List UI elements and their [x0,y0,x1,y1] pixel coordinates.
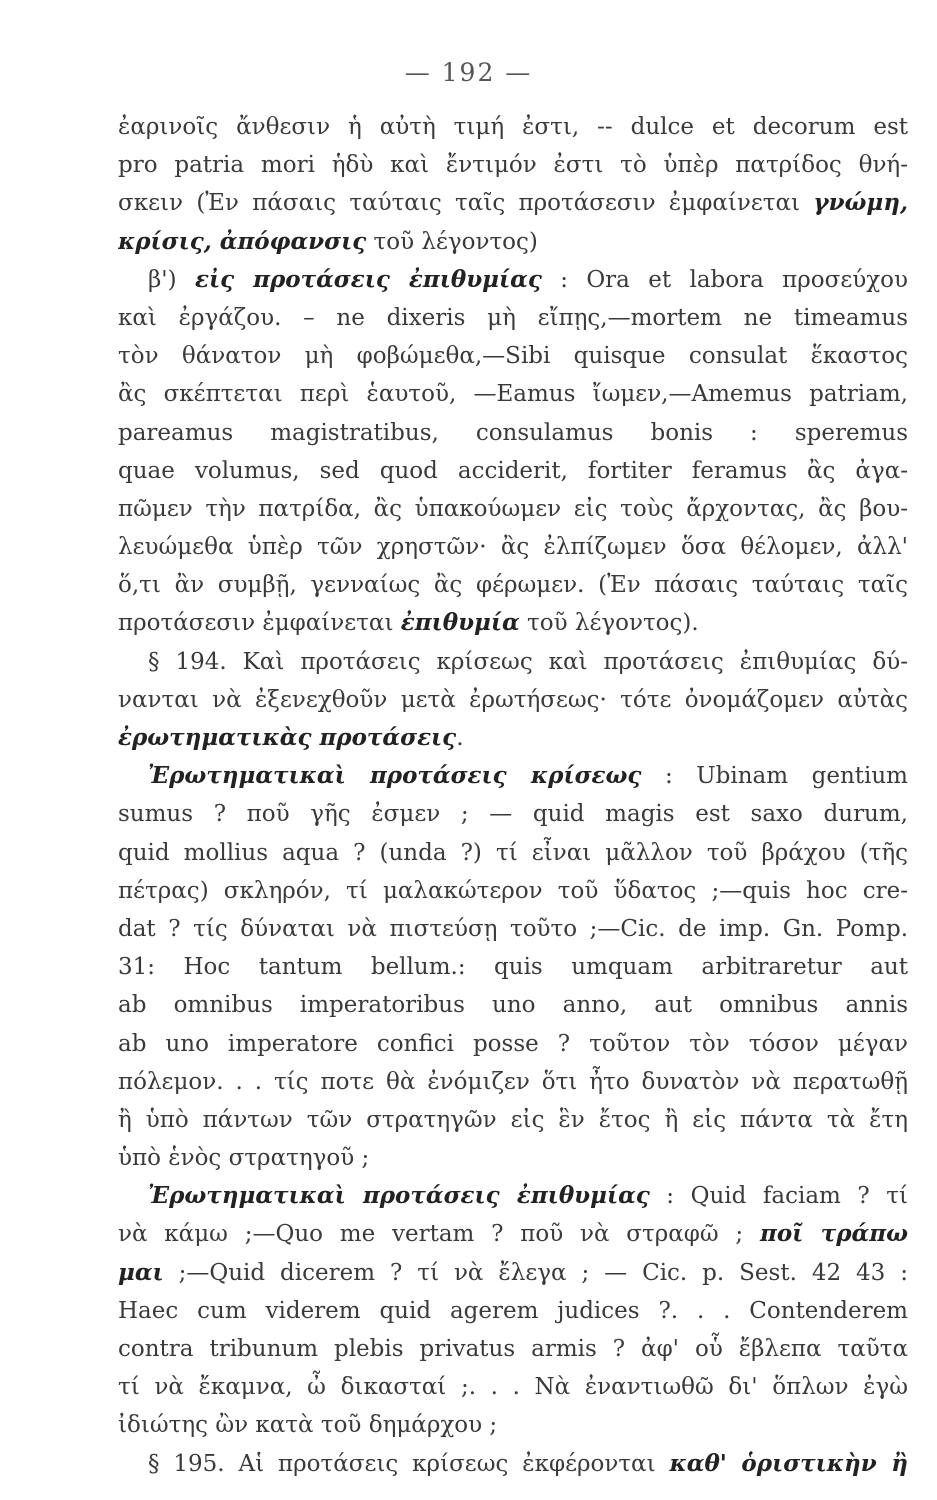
text-segment: πέτρας) σκληρόν, τί μαλακώτερον τοῦ ὕδατος ;—quis hoc cre- [118,877,908,904]
text-segment: : Ora et labora προσεύχου [541,266,908,293]
text-line [118,261,908,299]
text-line [118,1368,908,1406]
text-line [118,834,908,872]
text-line [118,872,908,910]
text-line [118,681,908,719]
text-line [118,757,908,795]
text-segment: quid mollius aqua ? (unda ?) τί εἶναι μᾶλλον τοῦ βράχου (τῆς [118,839,908,866]
text-segment: contra tribunum plebis privatus armis ? ἀφ' οὗ ἔβλεπα ταῦτα [118,1336,908,1362]
text-line [118,643,908,681]
text-segment: ἐαρινοῖς ἄνθεσιν ἡ αὐτὴ τιμή ἐστι, -- dulce et decorum est [118,114,908,140]
text-line [118,452,908,490]
text-line [118,337,908,375]
bold-term: ἐρωτηματικὰς προτάσεις [118,724,457,751]
text-segment: 31: Hoc tantum bellum.: quis umquam arbitraretur aut [118,954,908,981]
page-number: — 192 — [404,58,533,87]
text-segment: : Ubinam gentium [641,763,908,790]
text-segment: § 194. Καὶ προτάσεις κρίσεως καὶ προτάσεις ἐπιθυμίας δύ- [148,648,908,675]
text-segment: ab uno imperatore confici posse ? τοῦτον τὸν τόσον μέγαν [118,1030,908,1057]
text-line [118,1139,908,1177]
text-line [118,1063,908,1101]
text-segment: ὑπὸ ἑνὸς στρατηγοῦ ; [118,1145,370,1172]
text-segment: τοῦ λέγοντος) [366,228,538,255]
text-segment: pro patria mori ἡδὺ καὶ ἔντιμόν ἐστι τὸ ὑπὲρ πατρίδος θνή- [118,152,908,179]
text-segment: § 195. Αἱ προτάσεις κρίσεως ἐκφέρονται [148,1450,670,1477]
text-line [118,375,908,413]
text-line [118,1101,908,1139]
bold-term: καθ' ὁριστικὴν ἢ [669,1449,908,1477]
body-text [118,108,908,1483]
bold-term: μαι [118,1258,164,1286]
text-line [118,604,908,642]
bold-term: ποῖ τράπω [759,1220,908,1248]
text-line [118,184,908,222]
text-segment: πῶμεν τὴν πατρίδα, ἂς ὑπακούωμεν εἰς τοὺς ἄρχοντας, ἂς βου- [118,495,908,522]
bold-term: κρίσις, ἀπόφανσις [118,227,367,255]
text-segment: Haec cum viderem quid agerem judices ?. . . Contenderem [118,1297,908,1324]
text-segment: νανται νὰ ἐξενεχθοῦν μετὰ ἐρωτήσεως· τότε ὀνομάζομεν αὐτὰς [118,686,908,713]
text-line [118,108,908,146]
text-segment: dat ? τίς δύναται νὰ πιστεύσῃ τοῦτο ;—Cic. de imp. Gn. Pomp. [118,915,908,942]
text-line [118,223,908,261]
text-segment: καὶ ἐργάζου. – ne dixeris μὴ εἴπῃς,—mortem ne timeamus [118,304,908,331]
text-line [118,1177,908,1215]
text-line [118,1292,908,1330]
bold-term: Ἐρωτηματικαὶ προτάσεις ἐπιθυμίας [148,1182,650,1210]
text-segment: ;—Quid dicerem ? τί νὰ ἔλεγα ; — Cic. p. Sest. 42 43 : [163,1259,908,1286]
text-segment: : Quid faciam ? τί [649,1183,908,1210]
text-segment: sumus ? ποῦ γῆς ἐσμεν ; — quid magis est saxo durum, [118,801,908,828]
text-line [118,1406,908,1444]
text-segment: προτάσεσιν ἐμφαίνεται [118,610,401,637]
bold-term: γνώμη, [813,189,908,217]
text-segment: πόλεμον. . . τίς ποτε θὰ ἐνόμιζεν ὅτι ἦτο δυνατὸν νὰ περατωθῇ [118,1068,908,1095]
text-segment: λευώμεθα ὑπὲρ τῶν χρηστῶν· ἂς ἐλπίζωμεν ὅσα θέλομεν, ἀλλ' [118,534,908,561]
text-line [118,566,908,604]
text-line [118,910,908,948]
text-line [118,795,908,833]
text-line [118,146,908,184]
text-segment: τί νὰ ἔκαμνα, ὦ δικασταί ;. . . Νὰ ἐναντιωθῶ δι' ὅπλων ἐγὼ [118,1374,908,1401]
bold-term: Ἐρωτηματικαὶ προτάσεις κρίσεως [148,762,642,790]
text-segment: ἂς σκέπτεται περὶ ἑαυτοῦ, —Eamus ἴωμεν,—Amemus patriam, [118,381,908,408]
text-segment: νὰ κάμω ;—Quo me vertam ? ποῦ νὰ στραφῶ ; [118,1221,760,1248]
text-line [118,948,908,986]
text-line [118,1025,908,1063]
text-line [118,299,908,337]
text-segment: pareamus magistratibus, consulamus bonis : speremus [118,419,908,446]
text-line [118,528,908,566]
text-line [118,490,908,528]
text-segment: ἰδιώτης ὢν κατὰ τοῦ δημάρχου ; [118,1412,498,1439]
text-line [118,1330,908,1368]
text-line [118,1254,908,1292]
text-segment: τοῦ λέγοντος). [519,610,699,637]
text-line [118,1445,908,1483]
text-segment: quae volumus, sed quod acciderit, fortiter feramus ἂς ἀγα- [118,457,908,484]
text-segment: ὅ,τι ἂν συμβῇ, γενναίως ἂς φέρωμεν. (Ἐν πάσαις ταύταις ταῖς [118,572,908,599]
bold-term: ἐπιθυμία [400,609,520,637]
text-line [118,414,908,452]
text-segment: ἢ ὑπὸ πάντων τῶν στρατηγῶν εἰς ἓν ἔτος ἢ εἰς πάντα τὰ ἔτη [118,1106,908,1133]
bold-term: εἰς προτάσεις ἐπιθυμίας [194,265,542,293]
text-segment: . [456,725,464,751]
text-segment: τὸν θάνατον μὴ φοβώμεθα,—Sibi quisque consulat ἕκαστος [118,343,908,370]
text-segment: β') [148,266,195,293]
text-line [118,719,908,757]
text-line [118,1215,908,1253]
text-segment: σκειν (Ἐν πάσαις ταύταις ταῖς προτάσεσιν ἐμφαίνεται [118,190,814,217]
text-line [118,986,908,1024]
text-segment: ab omnibus imperatoribus uno anno, aut omnibus annis [118,992,908,1019]
